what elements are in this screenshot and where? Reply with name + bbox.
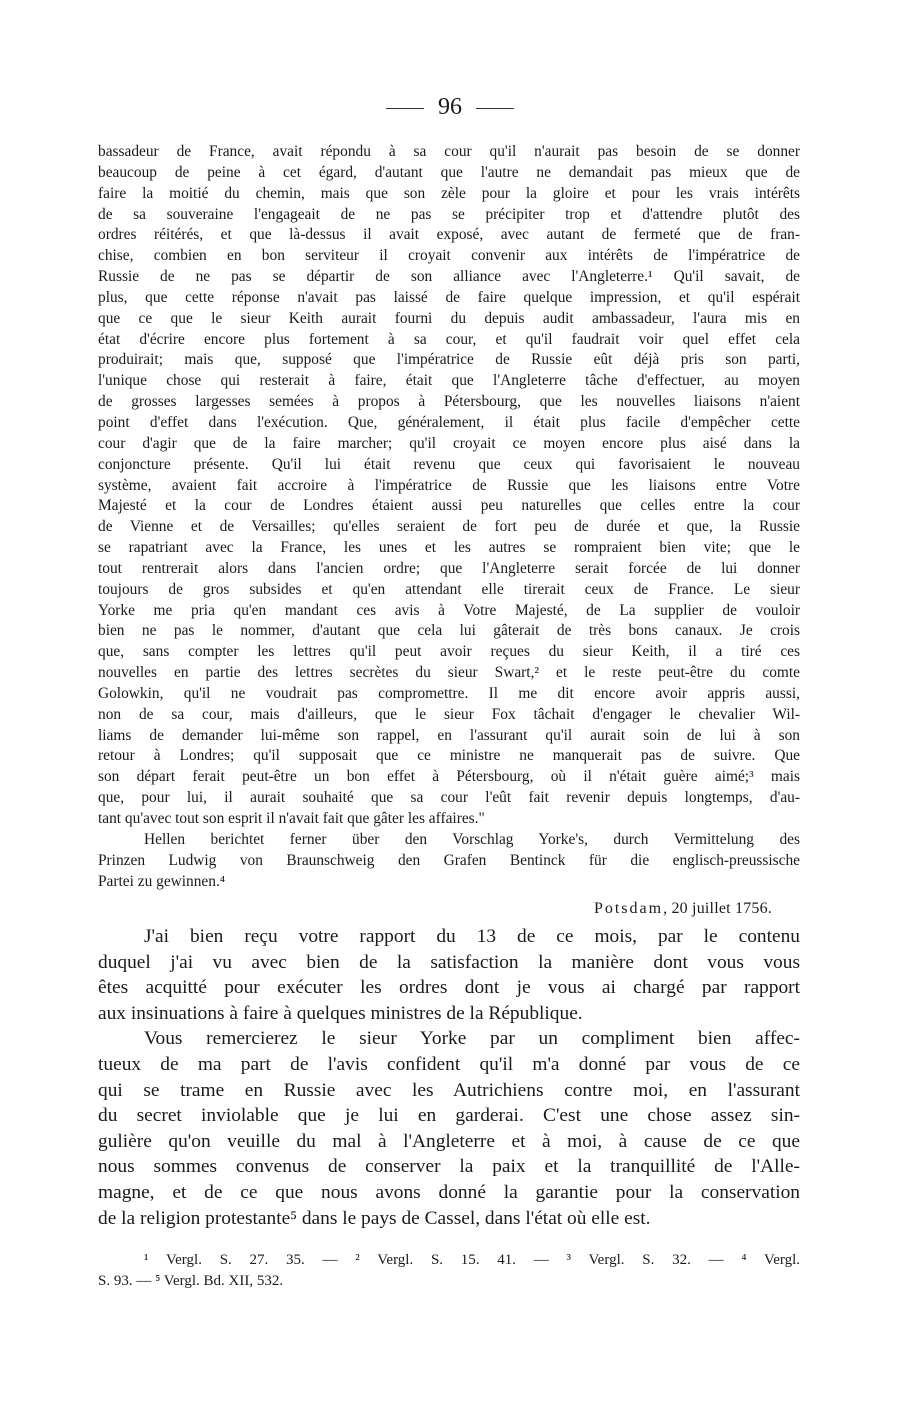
reply-line: Vous remercierez le sieur Yorke par un compliment bien affec-: [144, 1028, 800, 1050]
letter-line: que, sans compter les lettres qu'il peut avoir reçues du sieur Keith, il a tiré ces: [98, 643, 800, 661]
quoted-report: [98, 142, 800, 892]
german-note-line: Prinzen Ludwig von Braunschweig den Grafen Bentinck für die englisch-preussische: [98, 851, 800, 869]
letter-line: se rapatriant avec la France, les unes et les autres se rompraient bien vite; que le: [98, 539, 800, 557]
letter-line: ordres réitérés, et que là-dessus il avait exposé, avec autant de fermeté que de fran-: [98, 226, 800, 244]
reply-line: de la religion protestante⁵ dans le pays de Cassel, dans l'état où elle est.: [98, 1207, 651, 1229]
reply-line: qui se trame en Russie avec les Autrichiens contre moi, en l'assurant: [98, 1079, 800, 1101]
letter-line: non de sa cour, mais d'ailleurs, que le sieur Fox tâchait d'engager le chevalier Wil-: [98, 705, 800, 723]
letter-line: de grosses largesses semées à propos à Pétersbourg, que les nouvelles liaisons n'aient: [98, 393, 800, 411]
letter-line: nouvelles en partie des lettres secrètes du sieur Swart,² et le reste peut-être du comte: [98, 664, 800, 682]
reply-line: êtes acquitté pour exécuter les ordres dont je vous ai chargé par rapport: [98, 977, 800, 999]
footnote-lines: [98, 1250, 800, 1292]
letter-line: toujours de gros subsides et qu'en attendant elle tirerait ceux de France. Le sieur: [98, 580, 800, 598]
letter-line: bien ne pas le nommer, d'autant que cela lui gâterait de très bons canaux. Je crois: [98, 622, 800, 640]
letter-line: tant qu'avec tout son esprit il n'avait fait que gâter les affaires.": [98, 810, 485, 827]
letter-line: Russie de ne pas se départir de son alliance avec l'Angleterre.¹ Qu'il savait, de: [98, 268, 800, 286]
letter-line: Majesté et la cour de Londres étaient aussi peu naturelles que celles entre la cour: [98, 497, 800, 515]
letter-line: Yorke me pria qu'en mandant ces avis à Votre Majesté, de La supplier de vouloir: [98, 601, 800, 619]
reply-line: magne, et de ce que nous avons donné la garantie pour la conservation: [98, 1181, 800, 1203]
page-number: [0, 92, 900, 122]
reply-line: du secret inviolable que je lui en garderai. C'est une chose assez sin-: [98, 1105, 800, 1127]
footnotes: [98, 1250, 800, 1292]
dateline-date: , 20 juillet 1756.: [663, 900, 772, 917]
letter-line: point d'effet dans l'exécution. Que, généralement, il était plus facile d'empêcher cette: [98, 413, 800, 431]
letter-line: cour d'agir que de la faire marcher; qu'il croyait ce moyen encore plus aisé dans la: [98, 434, 800, 452]
letter-line: l'unique chose qui resterait à faire, était que l'Angleterre tâche d'effectuer, au moyen: [98, 372, 800, 390]
letter-line: beaucoup de peine à cet égard, d'autant que l'autre ne demandait pas mieux que de: [98, 163, 800, 181]
page-number-dash-right: [476, 108, 514, 109]
letter-line: Golowkin, qu'il ne voudrait pas compromettre. Il me dit encore avoir appris aussi,: [98, 684, 800, 702]
german-note: [98, 830, 800, 893]
letter-line: plus, que cette réponse n'avait pas laissé de faire quelque impression, et qu'il espérait: [98, 288, 800, 306]
reply-line: tueux de ma part de l'avis confident qu'il m'a donné par vous de ce: [98, 1053, 800, 1075]
german-note-line: Partei zu gewinnen.⁴: [98, 872, 226, 890]
letter-line: que, pour lui, il aurait souhaité que sa cour l'eût fait revenir depuis longtemps, d'au-: [98, 789, 800, 807]
reply-line: J'ai bien reçu votre rapport du 13 de ce mois, par le contenu: [144, 926, 800, 947]
letter-line: tout rentrerait alors dans l'ancien ordre; que l'Angleterre serait forcée de lui donner: [98, 559, 800, 577]
letter-line: bassadeur de France, avait répondu à sa cour qu'il n'aurait pas besoin de se donner: [98, 143, 800, 160]
reply-line: nous sommes convenus de conserver la paix et la tranquillité de l'Alle-: [98, 1156, 800, 1178]
letter-line: conjoncture présente. Qu'il lui était revenu que ceux qui favorisaient le nouveau: [98, 455, 800, 473]
letter-line: de sa souveraine l'engageait de ne pas se précipiter trop et d'attendre plutôt des: [98, 205, 800, 223]
letter-line: liams de demander lui-même son rappel, en l'assurant qu'il aurait soin de lui à son: [98, 726, 800, 744]
footnote-line: S. 93. — ⁵ Vergl. Bd. XII, 532.: [98, 1273, 284, 1289]
reply-line: aux insinuations à faire à quelques ministres de la République.: [98, 1002, 583, 1024]
letter-body: [98, 142, 800, 830]
page-number-dash-left: [386, 108, 424, 109]
reply-paragraph-1: [98, 924, 800, 1026]
letter-line: son départ ferait peut-être un bon effet à Pétersbourg, où il n'était guère aimé;³ mais: [98, 768, 800, 786]
german-note-line: Hellen berichtet ferner über den Vorschlag Yorke's, durch Vermittelung des: [144, 830, 800, 848]
reply-line: gulière qu'on veuille du mal à l'Angleterre et à moi, à cause de ce que: [98, 1130, 800, 1152]
letter-line: faire la moitié du chemin, mais que son zèle pour la gloire et pour les vrais intérêts: [98, 184, 800, 202]
letter-line: retour à Londres; qu'il supposait que ce ministre ne manquerait pas de suivre. Que: [98, 747, 800, 765]
reply-letter: [98, 924, 800, 1231]
footnote-line: ¹ Vergl. S. 27. 35. — ² Vergl. S. 15. 41. — ³ Vergl. S. 32. — ⁴ Vergl.: [144, 1252, 800, 1268]
letter-line: que ce que le sieur Keith aurait fourni du depuis audit ambassadeur, l'aura mis en: [98, 309, 800, 327]
reply-paragraph-2: [98, 1026, 800, 1231]
dateline: [594, 898, 772, 920]
letter-line: système, avaient fait accroire à l'impératrice de Russie que les liaisons entre Votre: [98, 476, 800, 494]
page-number-text: 96: [438, 94, 462, 120]
letter-line: de Vienne et de Versailles; qu'elles seraient de fort peu de durée et que, la Russie: [98, 518, 800, 536]
letter-line: chise, combien en bon serviteur il croyait convenir aux intérêts de l'impératrice de: [98, 247, 800, 265]
letter-line: produirait; mais que, supposé que l'impératrice de Russie eût déjà pris son parti,: [98, 351, 800, 369]
reply-line: duquel j'ai vu avec bien de la satisfaction la manière dont vous vous: [98, 951, 800, 973]
letter-line: état d'écrire encore plus fortement à sa cour, et qu'il faudrait voir quel effet cela: [98, 330, 800, 348]
dateline-place: Potsdam: [593, 900, 664, 917]
